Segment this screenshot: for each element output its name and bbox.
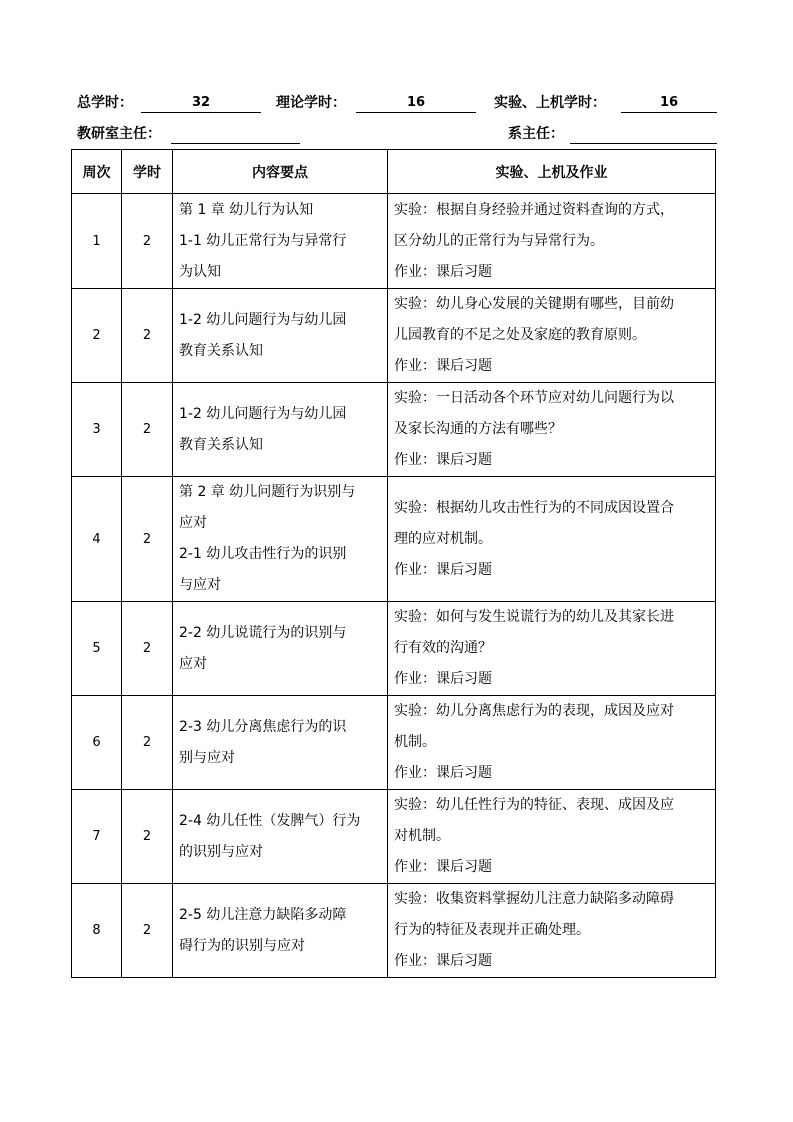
content-cell (173, 194, 388, 289)
work-line: 实验：收集资料掌握幼儿注意力缺陷多动障碍 (394, 891, 674, 907)
director-blank (171, 123, 300, 144)
table-header-row (72, 150, 716, 194)
work-line: 作业：课后习题 (394, 452, 492, 468)
hours-cell: 2 (122, 884, 173, 978)
work-line: 作业：课后习题 (394, 765, 492, 781)
content-line: 应对 (179, 655, 207, 672)
week-cell: 3 (72, 383, 122, 477)
content-line: 与应对 (179, 577, 221, 593)
col-header-work: 实验、上机及作业 (388, 150, 716, 194)
work-line: 实验：根据幼儿攻击性行为的不同成因设置合 (394, 499, 674, 516)
week-cell: 7 (72, 790, 122, 884)
content-line: 应对 (179, 515, 207, 531)
table-row (72, 602, 716, 696)
total-hours-label: 总学时： (77, 95, 133, 111)
content-line: 的识别与应对 (179, 843, 263, 860)
work-line: 实验：如何与发生说谎行为的幼儿及其家长进 (394, 609, 674, 625)
hours-cell: 2 (122, 383, 173, 477)
table-row (72, 696, 716, 790)
content-line: 2-2 幼儿说谎行为的识别与 (179, 624, 347, 641)
content-cell (173, 289, 388, 383)
work-line: 作业：课后习题 (394, 953, 492, 969)
content-cell (173, 696, 388, 790)
work-line: 作业：课后习题 (394, 263, 492, 280)
work-line: 实验：一日活动各个环节应对幼儿问题行为以 (394, 390, 674, 406)
content-cell (173, 790, 388, 884)
week-cell: 8 (72, 884, 122, 978)
work-line: 实验：根据自身经验并通过资料查询的方式， (394, 201, 674, 218)
content-line: 别与应对 (179, 749, 235, 766)
table-row (72, 383, 716, 477)
content-line: 教育关系认知 (179, 436, 263, 453)
week-cell: 4 (72, 477, 122, 602)
work-cell (388, 289, 716, 383)
dept-head-label: 系主任： (508, 126, 564, 142)
table-body (72, 194, 716, 978)
col-header-hours: 学时 (122, 150, 173, 194)
col-header-week: 周次 (72, 150, 122, 194)
table-row (72, 477, 716, 602)
work-line: 实验：幼儿任性行为的特征、表现、成因及应 (394, 797, 674, 813)
work-cell (388, 194, 716, 289)
lab-hours-value: 16 (621, 92, 717, 113)
week-cell: 1 (72, 194, 122, 289)
dept-head-blank (570, 123, 717, 144)
work-line: 作业：课后习题 (394, 561, 492, 578)
work-line: 理的应对机制。 (394, 530, 492, 547)
content-line: 1-2 幼儿问题行为与幼儿园 (179, 405, 347, 422)
director-label: 教研室主任： (77, 126, 161, 142)
content-cell (173, 477, 388, 602)
week-cell: 6 (72, 696, 122, 790)
table-row (72, 884, 716, 978)
work-cell (388, 602, 716, 696)
content-line: 为认知 (179, 263, 221, 280)
work-line: 机制。 (394, 734, 436, 750)
work-line: 实验：幼儿分离焦虑行为的表现，成因及应对 (394, 703, 674, 719)
work-line: 行为的特征及表现并正确处理。 (394, 922, 590, 938)
work-cell (388, 884, 716, 978)
work-line: 及家长沟通的方法有哪些？ (394, 421, 562, 437)
work-line: 对机制。 (394, 828, 450, 844)
content-cell (173, 383, 388, 477)
signature-line (74, 123, 718, 145)
hours-summary-line (74, 92, 718, 114)
work-line: 行有效的沟通？ (394, 640, 492, 656)
total-hours-value: 32 (141, 92, 261, 113)
work-line: 作业：课后习题 (394, 859, 492, 875)
hours-cell: 2 (122, 477, 173, 602)
work-line: 区分幼儿的正常行为与异常行为。 (394, 232, 604, 249)
work-line: 实验：幼儿身心发展的关键期有哪些，目前幼 (394, 296, 674, 312)
theory-hours-value: 16 (356, 92, 476, 113)
work-line: 作业：课后习题 (394, 671, 492, 687)
hours-cell: 2 (122, 790, 173, 884)
content-line: 2-3 幼儿分离焦虑行为的识 (179, 718, 347, 735)
lab-hours-label: 实验、上机学时： (494, 95, 606, 111)
content-line: 教育关系认知 (179, 342, 263, 359)
teaching-plan-table (71, 149, 716, 978)
week-cell: 2 (72, 289, 122, 383)
work-cell (388, 696, 716, 790)
content-line: 碍行为的识别与应对 (179, 937, 305, 954)
hours-cell: 2 (122, 602, 173, 696)
content-line: 第 2 章 幼儿问题行为识别与 (179, 484, 356, 500)
theory-hours-label: 理论学时： (276, 95, 346, 111)
work-cell (388, 383, 716, 477)
work-cell (388, 477, 716, 602)
work-cell (388, 790, 716, 884)
hours-cell: 2 (122, 696, 173, 790)
content-line: 2-5 幼儿注意力缺陷多动障 (179, 906, 347, 923)
content-line: 第 1 章 幼儿行为认知 (179, 201, 314, 218)
work-line: 作业：课后习题 (394, 358, 492, 374)
content-line: 2-1 幼儿攻击性行为的识别 (179, 546, 347, 562)
table-row (72, 790, 716, 884)
content-line: 2-4 幼儿任性（发脾气）行为 (179, 812, 361, 829)
content-line: 1-2 幼儿问题行为与幼儿园 (179, 311, 347, 328)
content-cell (173, 884, 388, 978)
work-line: 儿园教育的不足之处及家庭的教育原则。 (394, 327, 646, 343)
table-row (72, 194, 716, 289)
table-row (72, 289, 716, 383)
content-cell (173, 602, 388, 696)
week-cell: 5 (72, 602, 122, 696)
col-header-content: 内容要点 (173, 150, 388, 194)
hours-cell: 2 (122, 194, 173, 289)
hours-cell: 2 (122, 289, 173, 383)
content-line: 1-1 幼儿正常行为与异常行 (179, 232, 347, 249)
